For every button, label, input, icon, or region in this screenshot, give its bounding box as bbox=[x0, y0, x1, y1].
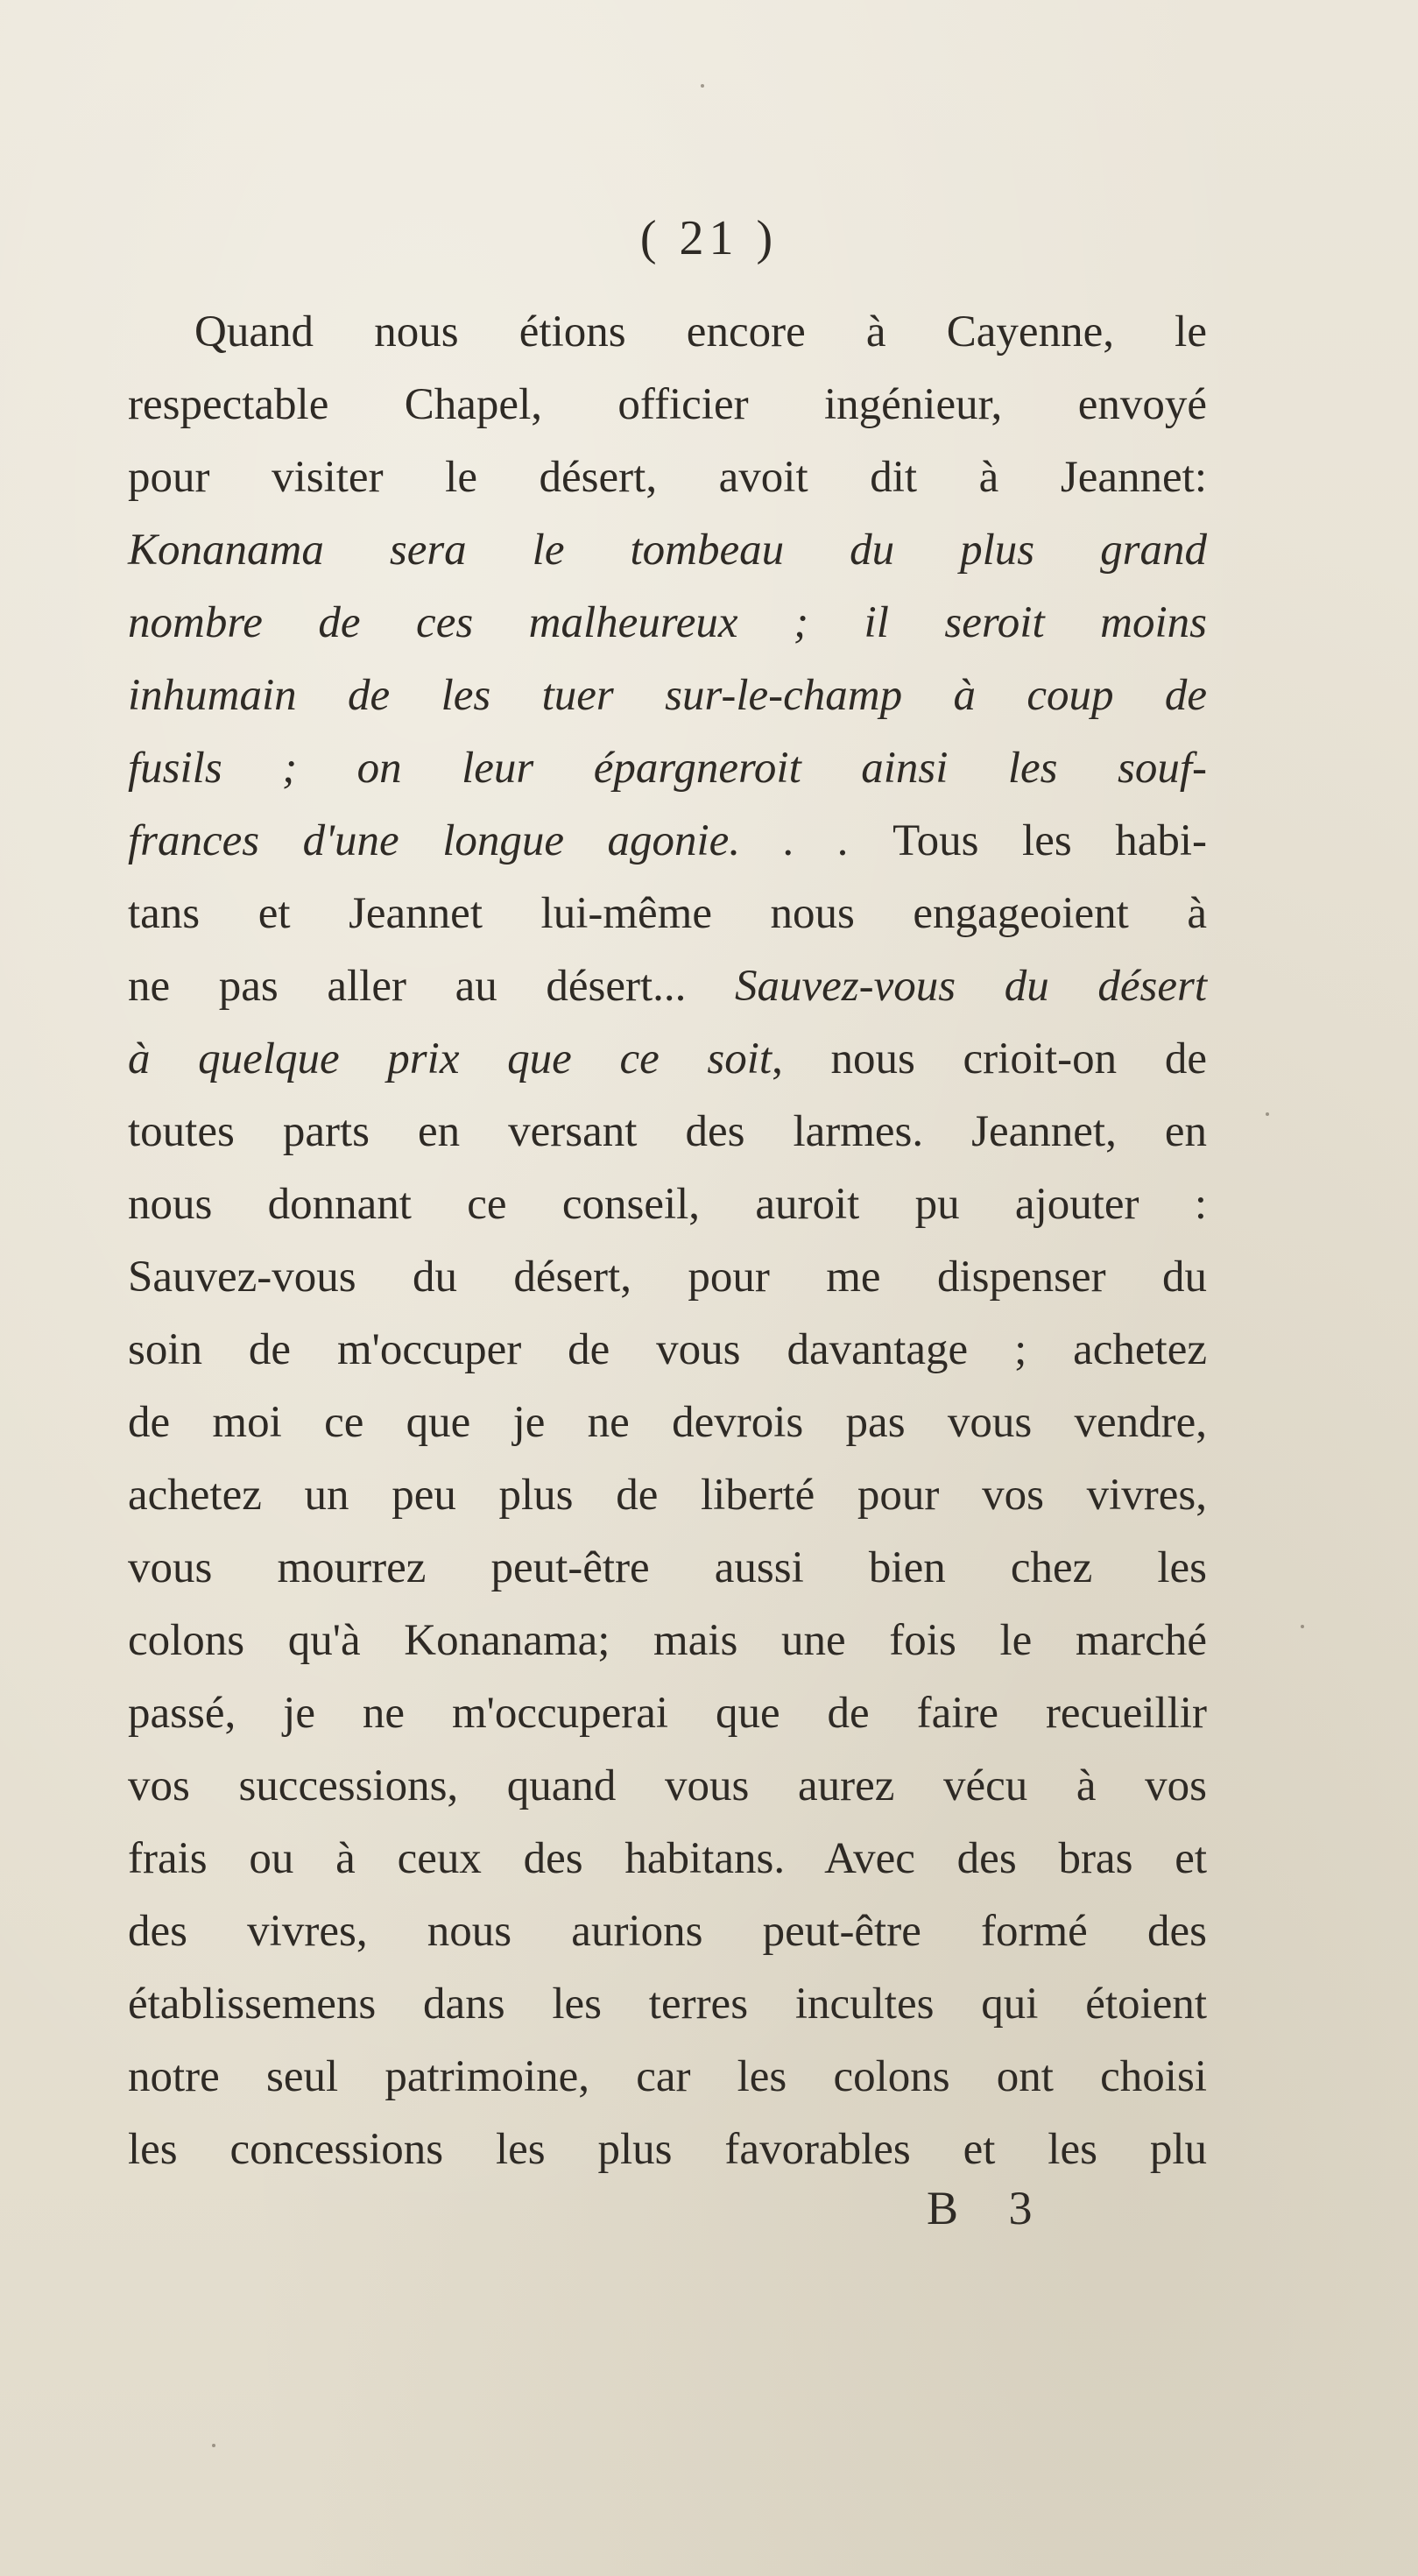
text-line bbox=[128, 587, 1207, 660]
paper-speck bbox=[1301, 1625, 1304, 1628]
roman-text: Quand nous étions encore à Cayenne, le bbox=[194, 307, 1207, 356]
roman-text: vos successions, quand vous aurez vécu à vos bbox=[128, 1761, 1207, 1810]
roman-text: de moi ce que je ne devrois pas vous vendre, bbox=[128, 1398, 1207, 1447]
text-line bbox=[128, 805, 1207, 878]
text-line bbox=[128, 950, 1207, 1023]
text-line bbox=[128, 1532, 1207, 1605]
paper-speck bbox=[212, 2444, 215, 2447]
text-line bbox=[128, 1314, 1207, 1387]
text-line bbox=[128, 296, 1207, 369]
text-line bbox=[128, 1241, 1207, 1314]
roman-text: tans et Jeannet lui-même nous engageoient à bbox=[128, 889, 1207, 938]
text-line bbox=[128, 2041, 1207, 2114]
paper-speck bbox=[1266, 1112, 1269, 1116]
paper-speck bbox=[701, 84, 704, 88]
roman-text: Tous les habi- bbox=[892, 816, 1207, 865]
roman-text: soin de m'occuper de vous davantage ; achetez bbox=[128, 1325, 1207, 1374]
text-line bbox=[128, 1387, 1207, 1459]
roman-text: vous mourrez peut-être aussi bien chez les bbox=[128, 1543, 1207, 1592]
text-line bbox=[128, 1605, 1207, 1677]
text-line bbox=[128, 732, 1207, 805]
text-line bbox=[128, 1096, 1207, 1168]
roman-text: Sauvez-vous du désert, pour me dispenser du bbox=[128, 1253, 1207, 1302]
roman-text: nous donnant ce conseil, auroit pu ajouter : bbox=[128, 1180, 1207, 1229]
text-line bbox=[128, 1968, 1207, 2041]
italic-text: Konanama sera le tombeau du plus grand bbox=[128, 526, 1207, 575]
italic-text: Sauvez-vous du désert bbox=[735, 962, 1207, 1011]
text-line bbox=[128, 2114, 1207, 2186]
text-line bbox=[128, 514, 1207, 587]
roman-text: achetez un peu plus de liberté pour vos vivres, bbox=[128, 1471, 1207, 1520]
text-line bbox=[128, 1168, 1207, 1241]
signature-mark: B 3 bbox=[927, 2182, 1052, 2234]
text-line bbox=[128, 441, 1207, 514]
italic-text: nombre de ces malheureux ; il seroit moins bbox=[128, 598, 1207, 647]
text-line bbox=[128, 369, 1207, 441]
page-number: ( 21 ) bbox=[639, 211, 779, 265]
roman-text: respectable Chapel, officier ingénieur, envoyé bbox=[128, 380, 1207, 429]
text-line bbox=[128, 878, 1207, 950]
text-line bbox=[128, 1750, 1207, 1823]
roman-text: passé, je ne m'occuperai que de faire recueillir bbox=[128, 1689, 1207, 1738]
italic-text: inhumain de les tuer sur-le-champ à coup de bbox=[128, 671, 1207, 720]
italic-text: à quelque prix que ce soit bbox=[128, 1034, 772, 1083]
text-line bbox=[128, 660, 1207, 732]
text-line bbox=[128, 1023, 1207, 1096]
body-text bbox=[128, 296, 1207, 2186]
roman-text: ne pas aller au désert... bbox=[128, 962, 736, 1011]
text-line bbox=[128, 1459, 1207, 1532]
roman-text: pour visiter le désert, avoit dit à Jeannet: bbox=[128, 453, 1207, 502]
roman-text: colons qu'à Konanama; mais une fois le marché bbox=[128, 1616, 1207, 1665]
roman-text: les concessions les plus favorables et les plu bbox=[128, 2125, 1207, 2174]
text-line bbox=[128, 1677, 1207, 1750]
roman-text: notre seul patrimoine, car les colons ont choisi bbox=[128, 2052, 1207, 2101]
roman-text: toutes parts en versant des larmes. Jeannet, en bbox=[128, 1107, 1207, 1156]
roman-text: établissemens dans les terres incultes qui étoient bbox=[128, 1980, 1207, 2029]
text-line bbox=[128, 1895, 1207, 1968]
italic-text: frances d'une longue agonie. . . bbox=[128, 816, 893, 865]
italic-text: fusils ; on leur épargneroit ainsi les souf- bbox=[128, 744, 1207, 793]
roman-text: des vivres, nous aurions peut-être formé des bbox=[128, 1907, 1207, 1956]
text-line bbox=[128, 1823, 1207, 1895]
roman-text: , nous crioit-on de bbox=[772, 1034, 1207, 1083]
roman-text: frais ou à ceux des habitans. Avec des bras et bbox=[128, 1834, 1207, 1883]
